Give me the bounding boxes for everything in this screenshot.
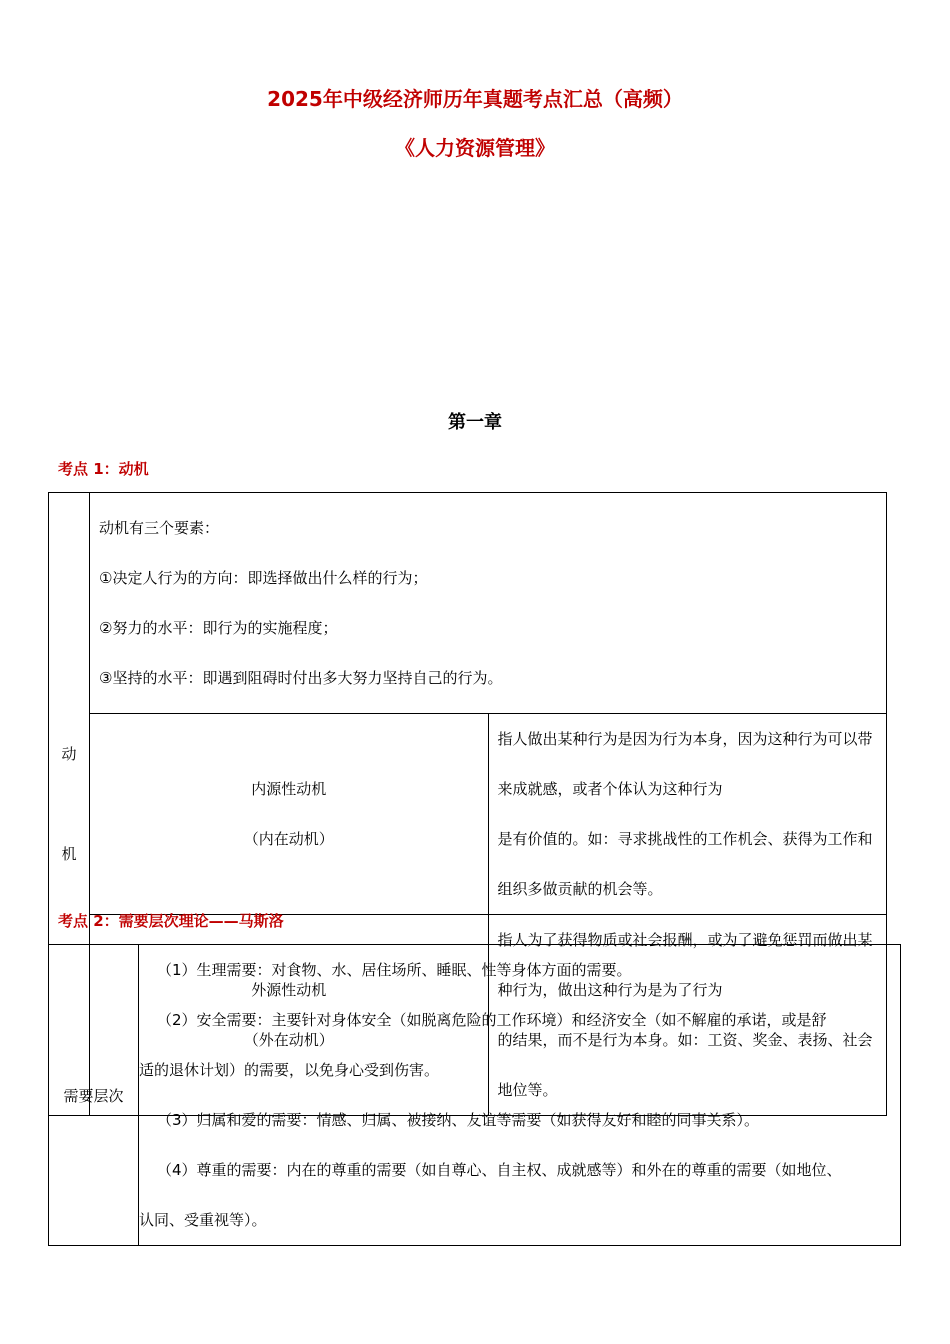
intrinsic-motivation-desc: 指人做出某种行为是因为行为本身，因为这种行为可以带来成就感，或者个体认为这种行为 是有价值的。如：寻求挑战性的工作机会、获得为工作和组织多做贡献的机会等。: [488, 714, 887, 915]
intro-line: ③坚持的水平：即遇到阻碍时付出多大努力坚持自己的行为。: [99, 669, 503, 687]
needs-line: 认同、受重视等）。: [139, 1211, 267, 1229]
key-point-1-heading: 考点 1：动机: [58, 460, 149, 478]
needs-line: （2）安全需要：主要针对身体安全（如脱离危险的工作环境）和经济安全（如不解雇的承诺，或是舒: [157, 1011, 827, 1029]
intro-line: ①决定人行为的方向：即选择做出什么样的行为；: [99, 569, 428, 587]
side-char: 机: [61, 845, 77, 863]
intro-line: ②努力的水平：即行为的实施程度；: [99, 619, 338, 637]
chapter-heading: 第一章: [448, 412, 502, 433]
needs-hierarchy-side-label: 需要层次: [49, 945, 139, 1246]
document-subtitle: 《人力资源管理》: [395, 136, 555, 160]
extrinsic-motivation-desc: 指人为了获得物质或社会报酬，或为了避免惩罚而做出某种行为，做出这种行为是为了行为 的结果，而不是行为本身。如：工资、奖金、表扬、社会地位等。: [488, 915, 887, 1116]
side-char: 动: [61, 745, 77, 763]
intrinsic-motivation-label: 内源性动机 （内在动机）: [90, 714, 489, 915]
needs-line: 适的退休计划）的需要，以免身心受到伤害。: [139, 1061, 440, 1079]
motivation-intro-cell: [90, 493, 887, 714]
needs-line: （4）尊重的需要：内在的尊重的需要（如自尊心、自主权、成就感等）和外在的尊重的需要（如地位、: [157, 1161, 842, 1179]
document-title: 2025年中级经济师历年真题考点汇总（高频）: [267, 87, 683, 111]
needs-hierarchy-table: [48, 944, 901, 1246]
key-point-2-heading: 考点 2：需要层次理论——马斯洛: [58, 912, 284, 930]
needs-line: （1）生理需要：对食物、水、居住场所、睡眠、性等身体方面的需要。: [157, 961, 632, 979]
table-row: [49, 714, 887, 915]
table-row: [49, 945, 901, 1246]
needs-hierarchy-body: [139, 945, 901, 1246]
needs-line: （3）归属和爱的需要：情感、归属、被接纳、友谊等需要（如获得友好和睦的同事关系）。: [157, 1111, 760, 1129]
intro-line: 动机有三个要素：: [99, 519, 220, 537]
extrinsic-motivation-label: 外源性动机 （外在动机）: [90, 915, 489, 1116]
